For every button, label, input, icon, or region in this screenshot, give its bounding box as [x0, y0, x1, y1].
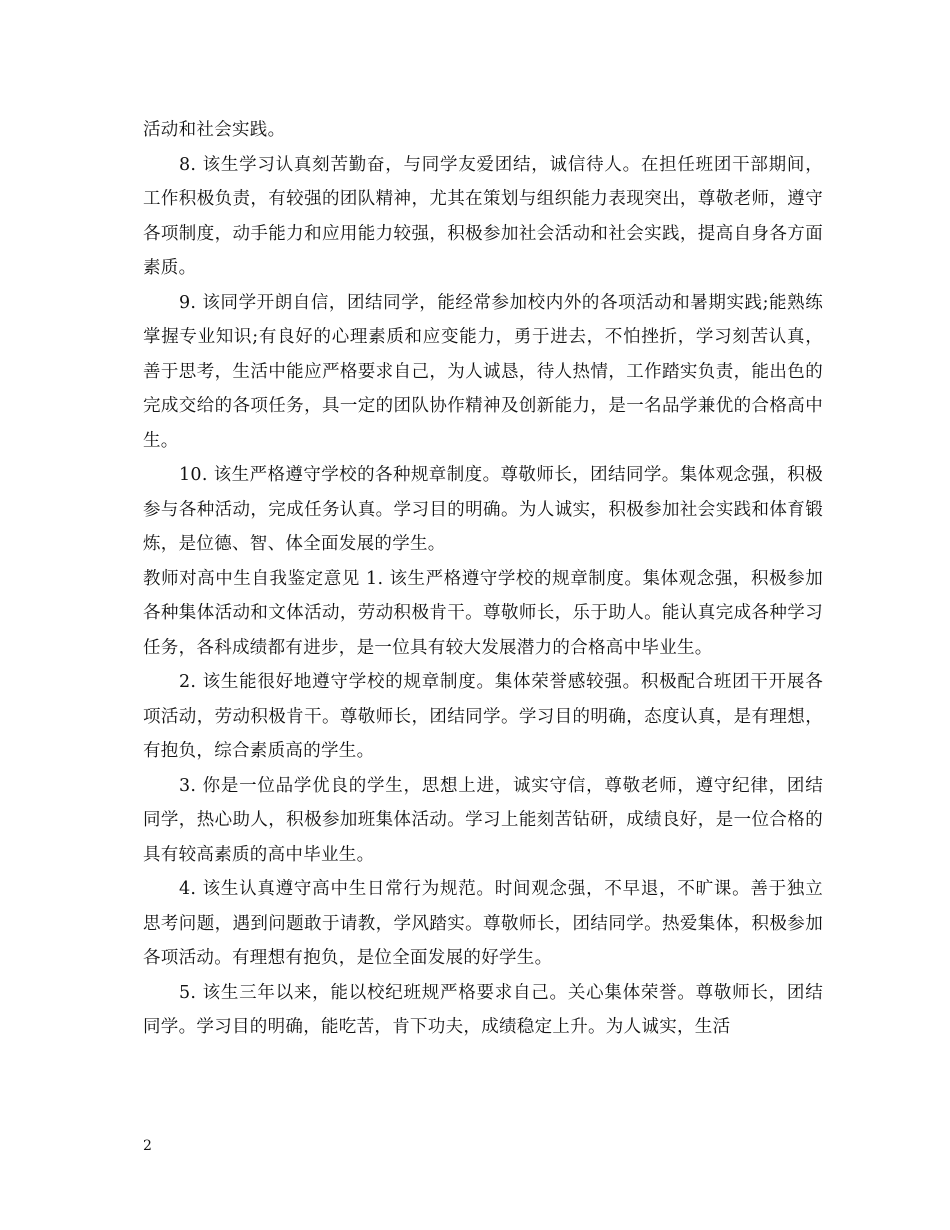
paragraph-item-3: 3. 你是一位品学优良的学生，思想上进，诚实守信，尊敬老师，遵守纪律，团结同学，热心助人，积极参加班集体活动。学习上能刻苦钻研，成绩良好，是一位合格的具有较高素质的高中毕业生。 — [143, 775, 823, 865]
paragraph-item-2: 2. 该生能很好地遵守学校的规章制度。集体荣誉感较强。积极配合班团干开展各项活动，劳动积极肯干。尊敬师长，团结同学。学习目的明确，态度认真，是有理想，有抱负，综合素质高的学生。 — [143, 672, 823, 761]
page-number: 2 — [143, 1138, 152, 1154]
paragraph-teacher-comments-item-1: 教师对高中生自我鉴定意见 1. 该生严格遵守学校的规章制度。集体观念强，积极参加各种集体活动和文体活动，劳动积极肯干。尊敬师长，乐于助人。能认真完成各种学习任务，各科成绩都有进步，是一位具有较大发展潜力的合格高中毕业生。 — [143, 568, 823, 658]
document-body — [143, 113, 823, 1045]
paragraph-item-9: 9. 该同学开朗自信，团结同学，能经常参加校内外的各项活动和暑期实践;能熟练掌握专业知识;有良好的心理素质和应变能力，勇于进去，不怕挫折，学习刻苦认真，善于思考，生活中能应严格要求自己，为人诚恳，待人热情，工作踏实负责，能出色的完成交给的各项任务，具一定的团队协作精神及创新能力，是一名品学兼优的合格高中生。 — [143, 292, 823, 451]
paragraph-item-5: 5. 该生三年以来，能以校纪班规严格要求自己。关心集体荣誉。尊敬师长，团结同学。学习目的明确，能吃苦，肯下功夫，成绩稳定上升。为人诚实，生活 — [143, 982, 823, 1037]
paragraph-continuation: 活动和社会实践。 — [143, 120, 286, 140]
paragraph-item-8: 8. 该生学习认真刻苦勤奋，与同学友爱团结，诚信待人。在担任班团干部期间，工作积极负责，有较强的团队精神，尤其在策划与组织能力表现突出，尊敬老师，遵守各项制度，动手能力和应用能力较强，积极参加社会活动和社会实践，提高自身各方面素质。 — [143, 154, 823, 278]
paragraph-item-10: 10. 该生严格遵守学校的各种规章制度。尊敬师长，团结同学。集体观念强，积极参与各种活动，完成任务认真。学习目的明确。为人诚实，积极参加社会实践和体育锻炼，是位德、智、体全面发展的学生。 — [143, 465, 823, 554]
paragraph-item-4: 4. 该生认真遵守高中生日常行为规范。时间观念强，不早退，不旷课。善于独立思考问题，遇到问题敢于请教，学风踏实。尊敬师长，团结同学。热爱集体，积极参加各项活动。有理想有抱负，是位全面发展的好学生。 — [143, 879, 823, 968]
